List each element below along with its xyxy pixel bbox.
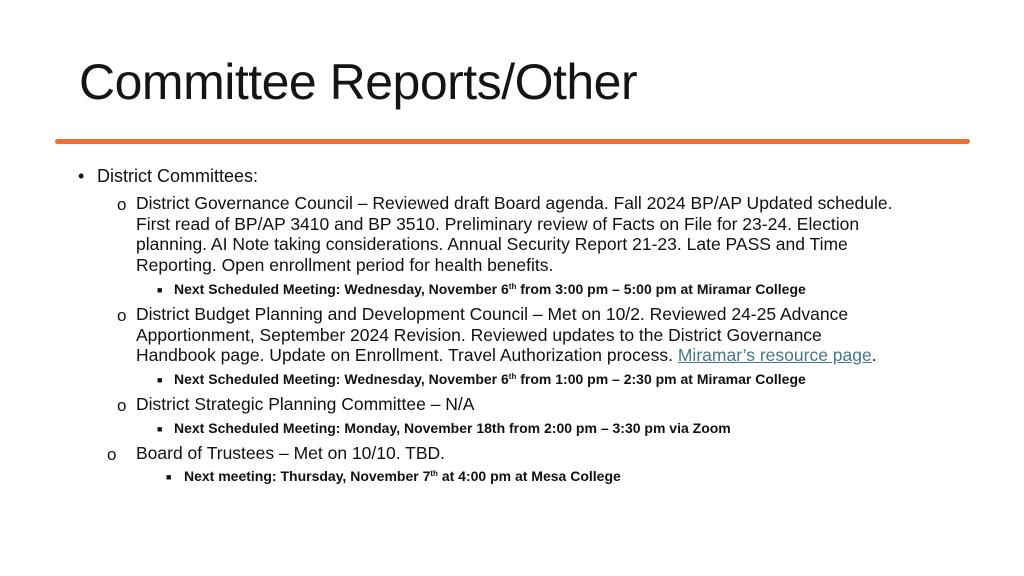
section-heading: District Committees: — [97, 166, 259, 186]
bullet-dot-icon: • — [78, 166, 85, 186]
committee-item — [136, 443, 445, 464]
item-text-line: Reporting. Open enrollment period for health benefits. — [136, 254, 554, 275]
item-text-line: District Governance Council – Reviewed draft Board agenda. Fall 2024 BP/AP Updated schedule. — [136, 193, 893, 213]
committee-item — [136, 394, 474, 415]
meeting-info: Next meeting: Thursday, November 7th at 4:00 pm at Mesa College — [184, 468, 621, 484]
item-text-line: District Budget Planning and Development Council – Met on 10/2. Reviewed 24-25 Advance — [136, 304, 849, 324]
title-divider — [55, 139, 970, 144]
slide-title: Committee Reports/Other — [79, 54, 638, 110]
circle-bullet-icon: o — [117, 195, 127, 214]
item-text-line: planning. AI Note taking considerations. Annual Security Report 21-23. Late PASS and Time — [136, 234, 848, 254]
meeting-info: Next Scheduled Meeting: Monday, November 18th from 2:00 pm – 3:30 pm via Zoom — [174, 420, 731, 436]
circle-bullet-icon: o — [107, 445, 117, 464]
item-text-line: Apportionment, September 2024 Revision. Reviewed updates to the District Governance — [136, 324, 822, 345]
item-text-line: District Strategic Planning Committee – N/A — [136, 394, 475, 414]
square-bullet-icon: ■ — [157, 285, 163, 295]
square-bullet-icon: ■ — [166, 472, 172, 482]
miramar-resource-link[interactable]: Miramar’s resource page — [677, 345, 872, 365]
square-bullet-icon: ■ — [157, 424, 163, 434]
committee-item — [136, 304, 877, 366]
meeting-info: Next Scheduled Meeting: Wednesday, November 6th from 1:00 pm – 2:30 pm at Miramar College — [174, 371, 806, 387]
square-bullet-icon: ■ — [157, 375, 163, 385]
circle-bullet-icon: o — [117, 396, 127, 415]
meeting-info: Next Scheduled Meeting: Wednesday, November 6th from 3:00 pm – 5:00 pm at Miramar College — [174, 281, 806, 297]
item-text-line: First read of BP/AP 3410 and BP 3510. Preliminary review of Facts on File for 23-24. Election — [136, 213, 860, 234]
item-text-line: Handbook page. Update on Enrollment. Travel Authorization process. Miramar’s resource page. — [136, 345, 877, 365]
item-text-line: Board of Trustees – Met on 10/10. TBD. — [136, 443, 446, 463]
committee-item — [136, 193, 893, 275]
circle-bullet-icon: o — [117, 306, 127, 325]
